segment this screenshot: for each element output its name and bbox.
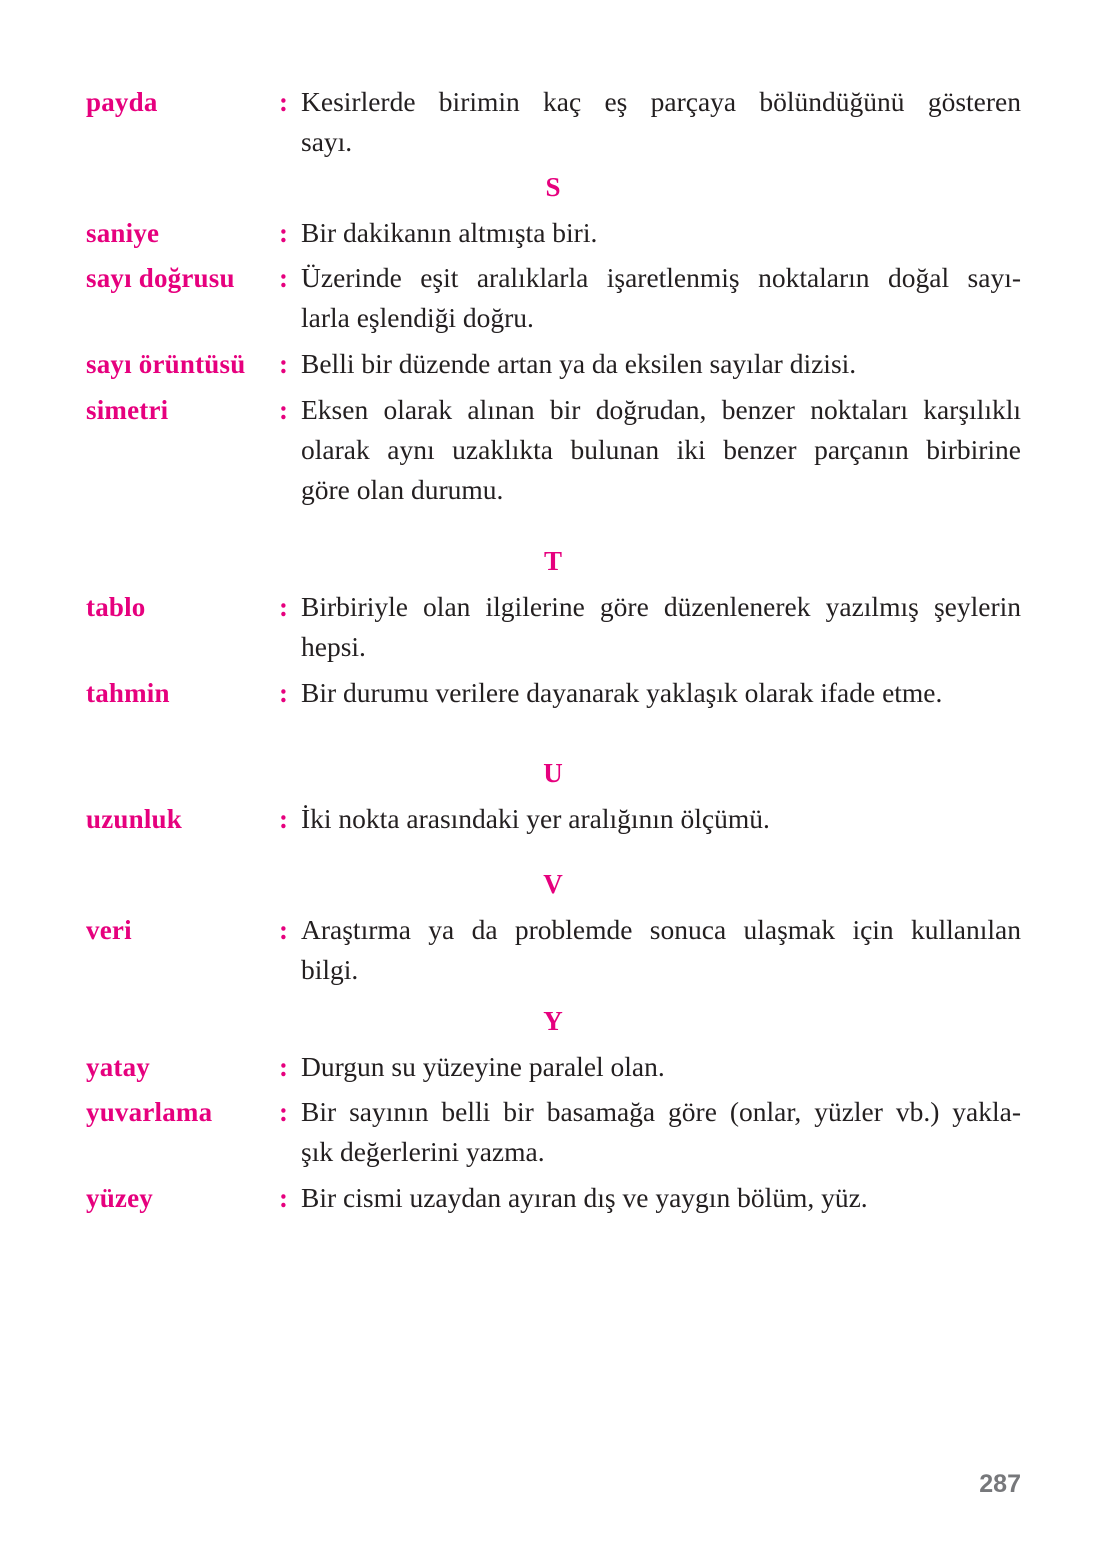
glossary-definition: [301, 258, 1021, 338]
glossary-definition: [301, 799, 1021, 839]
glossary-definition: [301, 587, 1021, 667]
term-separator: :: [279, 87, 288, 117]
glossary-term: tablo: [86, 592, 146, 622]
glossary-term: uzunluk: [86, 804, 182, 834]
glossary-term: sayı örüntüsü: [86, 349, 246, 379]
section-letter-heading: Y: [543, 1006, 563, 1036]
glossary-term: payda: [86, 87, 158, 117]
term-separator: :: [279, 592, 288, 622]
definition-line: Belli bir düzende artan ya da eksilen sayılar dizisi.: [301, 348, 857, 379]
glossary-term: yatay: [86, 1052, 150, 1082]
section-letter-heading: U: [543, 758, 563, 788]
definition-line: larla eşlendiği doğru.: [301, 302, 534, 333]
definition-line: Bir dakikanın altmışta biri.: [301, 217, 598, 248]
glossary-definition: [301, 673, 1021, 713]
definition-line: Durgun su yüzeyine paralel olan.: [301, 1051, 665, 1082]
glossary-term: saniye: [86, 218, 160, 248]
glossary-definition: [301, 1092, 1021, 1172]
section-letter-heading: V: [543, 869, 563, 899]
definition-line: Birbiriyle olan ilgilerine göre düzenlenerek yazılmış şeylerin: [301, 591, 1021, 622]
page-number: 287: [979, 1470, 1021, 1498]
definition-line: Üzerinde eşit aralıklarla işaretlenmiş noktaların doğal sayı-: [301, 262, 1021, 293]
term-separator: :: [279, 395, 288, 425]
term-separator: :: [279, 804, 288, 834]
term-separator: :: [279, 1183, 288, 1213]
glossary-term: yuvarlama: [86, 1097, 213, 1127]
term-separator: :: [279, 349, 288, 379]
glossary-definition: [301, 910, 1021, 990]
glossary-definition: [301, 1047, 1021, 1087]
definition-line: Kesirlerde birimin kaç eş parçaya bölündüğünü gösteren: [301, 86, 1021, 117]
glossary-definition: [301, 390, 1021, 510]
glossary-definition: [301, 213, 1021, 253]
term-separator: :: [279, 263, 288, 293]
glossary-term: yüzey: [86, 1183, 153, 1213]
definition-line: göre olan durumu.: [301, 474, 504, 505]
glossary-definition: [301, 344, 1021, 384]
definition-line: Bir cismi uzaydan ayıran dış ve yaygın bölüm, yüz.: [301, 1182, 868, 1213]
definition-line: olarak aynı uzaklıkta bulunan iki benzer parçanın birbirine: [301, 434, 1021, 465]
term-separator: :: [279, 678, 288, 708]
definition-line: İki nokta arasındaki yer aralığının ölçümü.: [301, 803, 770, 834]
definition-line: Bir durumu verilere dayanarak yaklaşık olarak ifade etme.: [301, 677, 943, 708]
term-separator: :: [279, 218, 288, 248]
glossary-term: tahmin: [86, 678, 170, 708]
definition-line: Bir sayının belli bir basamağa göre (onlar, yüzler vb.) yakla-: [301, 1096, 1021, 1127]
definition-line: hepsi.: [301, 631, 366, 662]
definition-line: sayı.: [301, 126, 353, 157]
section-letter-heading: S: [545, 172, 561, 202]
glossary-definition: [301, 1178, 1021, 1218]
glossary-term: sayı doğrusu: [86, 263, 235, 293]
glossary-definition: [301, 82, 1021, 162]
glossary-term: veri: [86, 915, 132, 945]
term-separator: :: [279, 1097, 288, 1127]
definition-line: şık değerlerini yazma.: [301, 1136, 545, 1167]
term-separator: :: [279, 915, 288, 945]
term-separator: :: [279, 1052, 288, 1082]
definition-line: bilgi.: [301, 954, 359, 985]
definition-line: Araştırma ya da problemde sonuca ulaşmak için kullanılan: [301, 914, 1021, 945]
section-letter-heading: T: [543, 546, 562, 576]
definition-line: Eksen olarak alınan bir doğrudan, benzer noktaları karşılıklı: [301, 394, 1021, 425]
glossary-term: simetri: [86, 395, 169, 425]
